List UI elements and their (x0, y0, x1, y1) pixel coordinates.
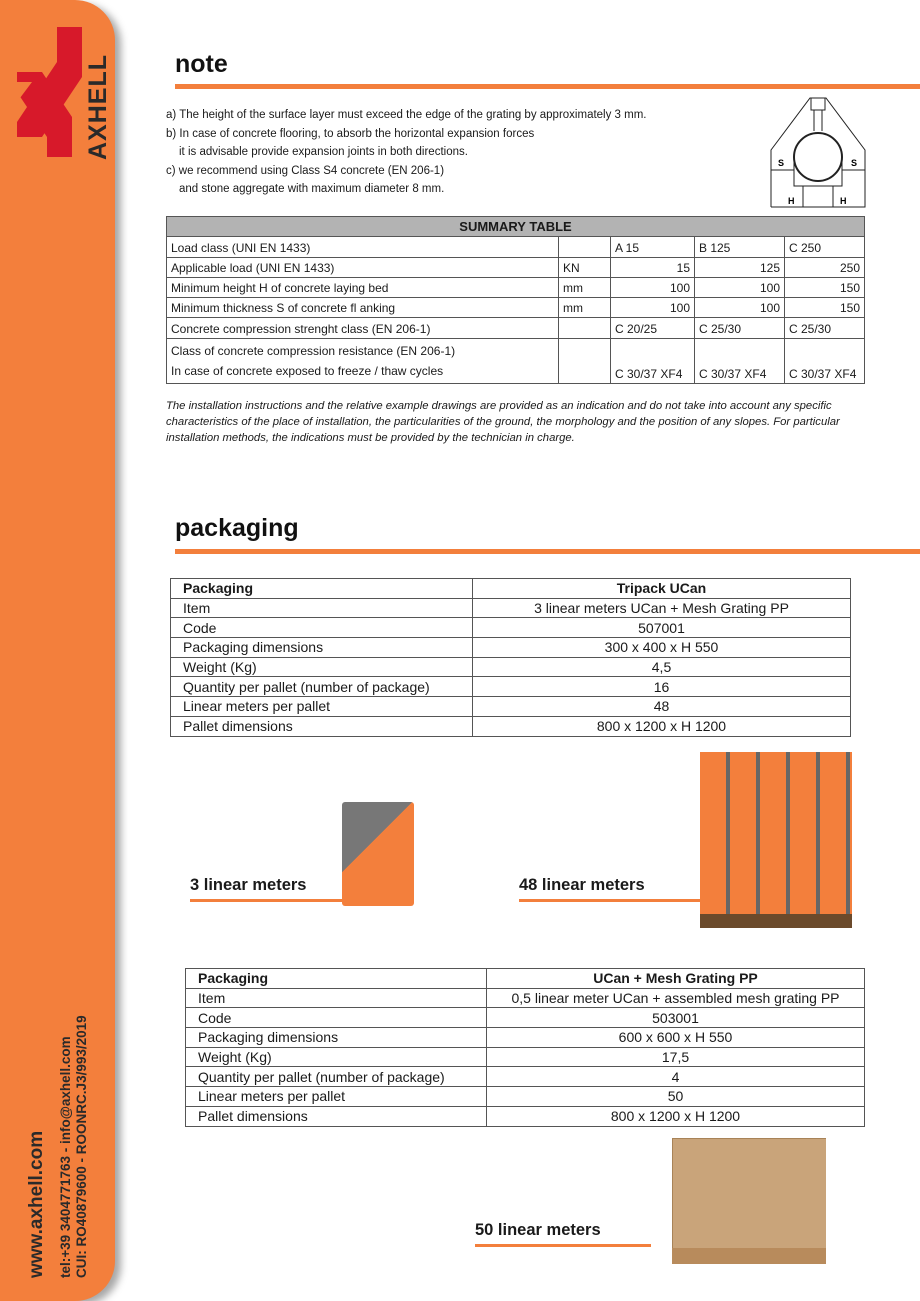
table-row (186, 1028, 865, 1048)
cell: 100 (611, 277, 695, 297)
row-label: Packaging (171, 579, 473, 599)
s-label: S (851, 158, 858, 168)
cell: 15 (611, 257, 695, 277)
table-row (167, 257, 865, 277)
row-label: Linear meters per pallet (186, 1087, 487, 1107)
summary-table (166, 216, 865, 384)
row-label: Concrete compression strenght class (EN 206-1) (167, 318, 559, 338)
divider (175, 549, 920, 554)
table-row (171, 579, 851, 599)
table-row (171, 638, 851, 658)
pallet-50-image (672, 1138, 826, 1264)
packaging-table-mesh (185, 968, 865, 1127)
table-row (171, 618, 851, 638)
row-label: Pallet dimensions (186, 1106, 487, 1126)
note-line: b) In case of concrete flooring, to absorb the horizontal expansion forces (166, 127, 535, 140)
h-label: H (840, 196, 847, 206)
row-value: 503001 (487, 1008, 865, 1028)
cell: 100 (695, 277, 785, 297)
cell: C 30/37 XF4 (785, 338, 865, 383)
brand-name: AXHELL (84, 54, 112, 160)
row-label: Packaging (186, 969, 487, 989)
table-row (171, 716, 851, 736)
row-unit (559, 318, 611, 338)
row-label: Linear meters per pallet (171, 697, 473, 717)
row-label: Quantity per pallet (number of package) (171, 677, 473, 697)
row-label: Applicable load (UNI EN 1433) (167, 257, 559, 277)
row-unit: KN (559, 257, 611, 277)
row-label: Packaging dimensions (171, 638, 473, 658)
pallet-48-image (700, 752, 852, 928)
cell: A 15 (611, 237, 695, 257)
table-row (186, 1008, 865, 1028)
table-row (186, 988, 865, 1008)
cell: C 25/30 (695, 318, 785, 338)
s-label: S (778, 158, 785, 168)
table-row (186, 1106, 865, 1126)
packaging-table-tripack (170, 578, 851, 737)
row-unit (559, 338, 611, 383)
website[interactable]: www.axhell.com (26, 1130, 47, 1278)
table-row (167, 338, 865, 383)
note-line: it is advisable provide expansion joints in both directions. (179, 146, 468, 158)
row-label: Item (186, 988, 487, 1008)
cell: 100 (611, 298, 695, 318)
table-row (186, 1087, 865, 1107)
table-row (167, 237, 865, 257)
registration: CUI: RO40879600 - ROONRC.J3/993/2019 (74, 1015, 89, 1278)
row-value: 48 (473, 697, 851, 717)
row-value: 0,5 linear meter UCan + assembled mesh grating PP (487, 988, 865, 1008)
row-label: Code (186, 1008, 487, 1028)
note-line: and stone aggregate with maximum diameter 8 mm. (179, 183, 445, 195)
row-label: Pallet dimensions (171, 716, 473, 736)
row-label: Item (171, 598, 473, 618)
row-value: 600 x 600 x H 550 (487, 1028, 865, 1048)
row-value: 17,5 (487, 1047, 865, 1067)
packaging-heading: packaging (175, 514, 299, 542)
table-row (167, 277, 865, 297)
row-label: Class of concrete compression resistance (EN 206-1) (171, 343, 456, 358)
sidebar (0, 0, 115, 1301)
row-unit: mm (559, 298, 611, 318)
row-value: Tripack UCan (473, 579, 851, 599)
summary-table-title: SUMMARY TABLE (167, 217, 865, 237)
row-value: 3 linear meters UCan + Mesh Grating PP (473, 598, 851, 618)
row-unit: mm (559, 277, 611, 297)
label-3-linear-meters: 3 linear meters (190, 876, 366, 902)
divider (175, 84, 920, 89)
cell: 150 (785, 298, 865, 318)
row-label: Minimum height H of concrete laying bed (167, 277, 559, 297)
cell: 125 (695, 257, 785, 277)
table-row (171, 677, 851, 697)
row-value: 800 x 1200 x H 1200 (487, 1106, 865, 1126)
table-row (186, 1067, 865, 1087)
cell: B 125 (695, 237, 785, 257)
table-row (186, 1047, 865, 1067)
row-label: Code (171, 618, 473, 638)
cell: C 30/37 XF4 (611, 338, 695, 383)
note-heading: note (175, 50, 228, 78)
note-list (166, 106, 647, 199)
cell: 100 (695, 298, 785, 318)
row-value: 4,5 (473, 657, 851, 677)
row-value: 50 (487, 1087, 865, 1107)
row-value: 4 (487, 1067, 865, 1087)
cell: 250 (785, 257, 865, 277)
table-row (171, 657, 851, 677)
row-label: Packaging dimensions (186, 1028, 487, 1048)
table-row (167, 298, 865, 318)
row-label: Load class (UNI EN 1433) (167, 237, 559, 257)
table-row (171, 697, 851, 717)
row-value: 800 x 1200 x H 1200 (473, 716, 851, 736)
installation-diagram (768, 94, 868, 210)
label-50-linear-meters: 50 linear meters (475, 1221, 651, 1247)
row-value: 300 x 400 x H 550 (473, 638, 851, 658)
table-row (186, 969, 865, 989)
cell: C 30/37 XF4 (695, 338, 785, 383)
note-line: a) The height of the surface layer must exceed the edge of the grating by approximately 3 mm. (166, 109, 647, 121)
row-label: In case of concrete exposed to freeze / thaw cycles (171, 363, 444, 378)
table-row (171, 598, 851, 618)
disclaimer: The installation instructions and the relative example drawings are provided as an indication and do not take into account any specific characteristics of the place of installation, the particularities of the ground, the morphology and the position of any slopes. For particular installation methods, the indications must be provided by the technician in charge. (166, 400, 840, 444)
cell: C 250 (785, 237, 865, 257)
label-48-linear-meters: 48 linear meters (519, 876, 701, 902)
h-label: H (788, 196, 795, 206)
cell: C 25/30 (785, 318, 865, 338)
row-value: 507001 (473, 618, 851, 638)
row-value: UCan + Mesh Grating PP (487, 969, 865, 989)
row-unit (559, 237, 611, 257)
cell: C 20/25 (611, 318, 695, 338)
note-line: c) we recommend using Class S4 concrete (EN 206-1) (166, 164, 445, 177)
row-label: Minimum thickness S of concrete fl anking (167, 298, 559, 318)
row-label: Weight (Kg) (171, 657, 473, 677)
table-row (167, 318, 865, 338)
cell: 150 (785, 277, 865, 297)
row-value: 16 (473, 677, 851, 697)
row-label: Weight (Kg) (186, 1047, 487, 1067)
contact: tel:+39 3404771763 - info@axhell.com (58, 1036, 73, 1278)
row-label: Quantity per pallet (number of package) (186, 1067, 487, 1087)
